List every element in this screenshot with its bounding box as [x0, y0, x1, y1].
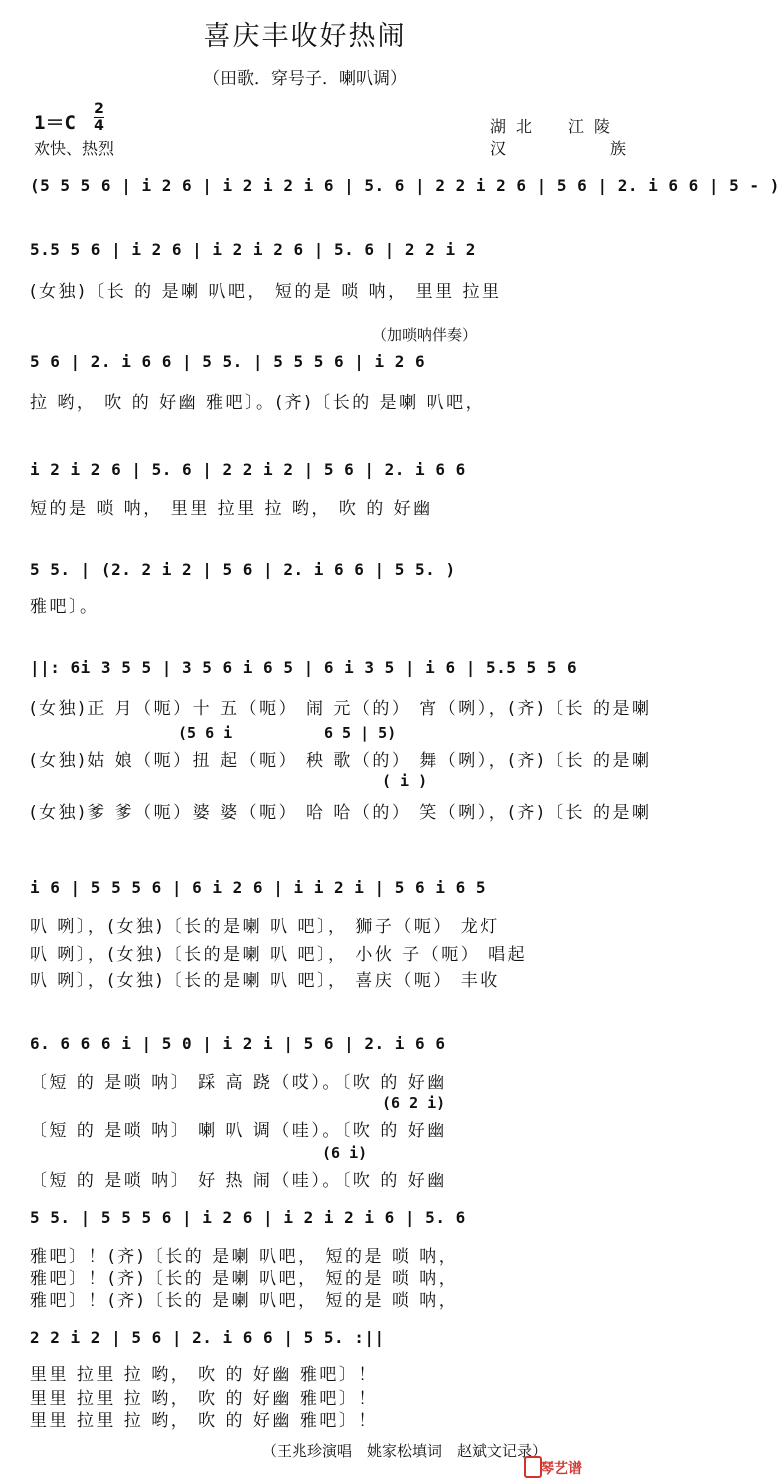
key-signature: 1＝C	[34, 112, 76, 134]
lyric-line: (女独)爹 爹（呃）婆 婆（呃） 哈 哈（的） 笑（咧），(齐)〔长 的是喇	[30, 803, 652, 823]
lyric-line: 里里 拉里 拉 哟， 吹 的 好幽 雅吧〕！	[30, 1389, 378, 1409]
lyric-line: 拉 哟， 吹 的 好幽 雅吧〕。(齐)〔长的 是喇 叭吧，	[30, 393, 486, 413]
lyric-line: (女独)正 月（呃）十 五（呃） 闹 元（的） 宵（咧），(齐)〔长 的是喇	[30, 699, 652, 719]
lyric-line: 〔短 的 是唢 呐〕 好 热 闹（哇）。〔吹 的 好幽	[30, 1171, 447, 1191]
staff-notes: 5.5 5 6 | i 2 6 | i 2 i 2 6 | 5. 6 | 2 2 i 2	[30, 240, 476, 259]
time-signature	[94, 102, 104, 133]
staff-notes: 5 6 | 2. i 6 6 | 5 5. | 5 5 5 6 | i 2 6	[30, 352, 426, 371]
lyric-line: 叭 咧〕，(女独)〔长的是喇 叭 吧〕， 小伙 子（呃） 唱起	[30, 945, 528, 965]
lyric-line: 叭 咧〕，(女独)〔长的是喇 叭 吧〕， 狮子（呃） 龙灯	[30, 917, 500, 937]
staff-notes: i 2 i 2 6 | 5. 6 | 2 2 i 2 | 5 6 | 2. i 6 6	[30, 460, 466, 479]
inline-note: (5 6 i	[178, 724, 233, 742]
inline-note: 6 5 | 5)	[324, 724, 397, 742]
ethnic-group-label: 汉 族	[490, 139, 671, 158]
song-title: 喜庆丰收好热闹	[203, 21, 407, 52]
lyric-line: 雅吧〕！(齐)〔长的 是喇 叭吧， 短的是 唢 呐，	[30, 1269, 459, 1289]
lyric-line: 里里 拉里 拉 哟， 吹 的 好幽 雅吧〕！	[30, 1411, 378, 1431]
credits: （王兆珍演唱 姚家松填词 赵斌文记录）	[262, 1442, 548, 1460]
time-signature-bottom: 4	[94, 118, 104, 134]
accompaniment-note: （加唢呐伴奏）	[372, 326, 478, 344]
lyric-line: 〔短 的 是唢 呐〕 喇 叭 调（哇）。〔吹 的 好幽	[30, 1121, 447, 1141]
staff-notes: 2 2 i 2 | 5 6 | 2. i 6 6 | 5 5. :||	[30, 1328, 385, 1347]
lyric-line: 〔短 的 是唢 呐〕 踩 高 跷（哎）。〔吹 的 好幽	[30, 1073, 447, 1093]
lyric-line: 里里 拉里 拉 哟， 吹 的 好幽 雅吧〕！	[30, 1365, 378, 1385]
staff-notes: 5 5. | (2. 2 i 2 | 5 6 | 2. i 6 6 | 5 5. )	[30, 560, 456, 579]
staff-notes: ||: 6i 3 5 5 | 3 5 6 i 6 5 | 6 i 3 5 | i 6 | 5.5 5 5 6	[30, 658, 578, 677]
lyric-line: 雅吧〕！(齐)〔长的 是喇 叭吧， 短的是 唢 呐，	[30, 1291, 459, 1311]
staff-notes: 5 5. | 5 5 5 6 | i 2 6 | i 2 i 2 i 6 | 5. 6	[30, 1208, 466, 1227]
lyric-line: 短的是 唢 呐， 里里 拉里 拉 哟， 吹 的 好幽	[30, 499, 433, 519]
inline-note: ( i )	[382, 772, 428, 790]
lyric-line: 雅吧〕！(齐)〔长的 是喇 叭吧， 短的是 唢 呐，	[30, 1247, 459, 1267]
staff-notes: (5 5 5 6 | i 2 6 | i 2 i 2 i 6 | 5. 6 | 2 2 i 2 6 | 5 6 | 2. i 6 6 | 5 - )	[30, 176, 780, 195]
region-label: 湖北 江陵	[490, 117, 621, 136]
song-subtitle: （田歌．穿号子．喇叭调）	[203, 69, 407, 89]
inline-note: (6 2 i)	[382, 1094, 446, 1112]
staff-notes: 6. 6 6 6 i | 5 0 | i 2 i | 5 6 | 2. i 6 6	[30, 1034, 446, 1053]
lyric-line: 叭 咧〕，(女独)〔长的是喇 叭 吧〕， 喜庆（呃） 丰收	[30, 971, 500, 991]
time-signature-top: 2	[94, 101, 104, 117]
watermark: 琴艺谱	[540, 1461, 582, 1477]
lyric-line: (女独)〔长 的 是喇 叭吧， 短的是 唢 呐， 里里 拉里	[30, 282, 502, 302]
staff-notes: i 6 | 5 5 5 6 | 6 i 2 6 | i i 2 i | 5 6 i 6 5	[30, 878, 486, 897]
lyric-line: (女独)姑 娘（呃）扭 起（呃） 秧 歌（的） 舞（咧），(齐)〔长 的是喇	[30, 751, 652, 771]
tempo-marking: 欢快、热烈	[34, 139, 115, 158]
lyric-line: 雅吧〕。	[30, 597, 100, 617]
inline-note: (6 i)	[322, 1144, 368, 1162]
